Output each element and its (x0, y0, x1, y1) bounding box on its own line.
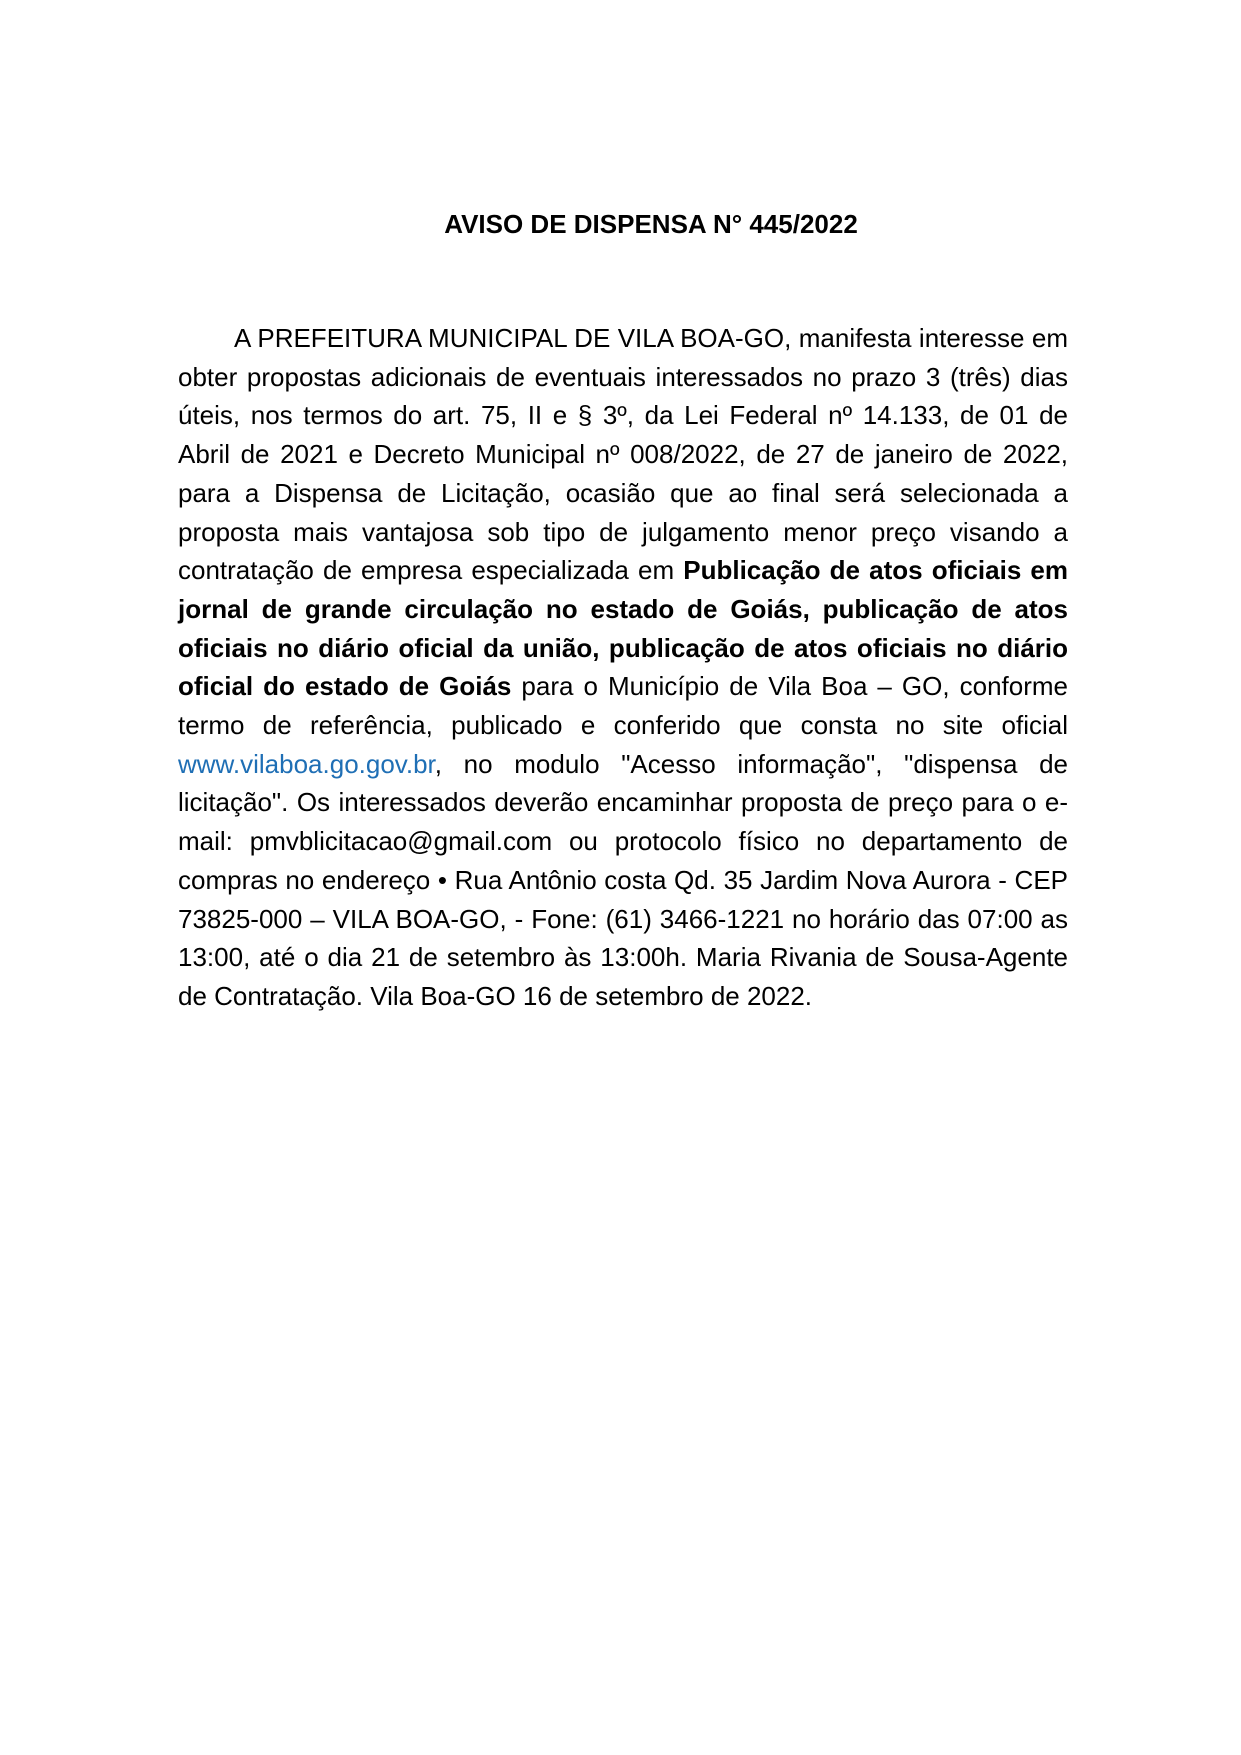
official-website-link[interactable]: www.vilaboa.go.gov.br (178, 748, 435, 779)
notice-object-description: Publicação de atos oficiais em jornal de grande circulação no estado de Goiás, publicação de atos oficiais no diário oficial da união, publicação de atos oficiais no diário oficial do estado de Goiás (178, 555, 1069, 702)
notice-title: AVISO DE DISPENSA N° 445/2022 (444, 209, 858, 239)
notice-body-closing: , no modulo "Acesso informação", "dispensa de licitação". Os interessados deverão encaminhar proposta de preço para o e-mail: pmvblicitacao@gmail.com ou protocolo físico no departamento de compras no endereço • Rua Antônio costa Qd. 35 Jardim Nova Aurora - CEP 73825-000 – VILA BOA-GO, - Fone: (61) 3466-1221 no horário das 07:00 as 13:00, até o dia 21 de setembro às 13:00h. Maria Rivania de Sousa-Agente de Contratação. Vila Boa-GO 16 de setembro de 2022. (178, 748, 1068, 1011)
notice-body-middle: para o Município de Vila Boa – GO, conforme termo de referência, publicado e conferido que consta no site oficial (178, 671, 1068, 741)
notice-body-intro: A PREFEITURA MUNICIPAL DE VILA BOA-GO, manifesta interesse em obter propostas adicionais de eventuais interessados no prazo 3 (três) dias úteis, nos termos do art. 75, II e § 3º, da Lei Federal nº 14.133, de 01 de Abril de 2021 e Decreto Municipal nº 008/2022, de 27 de janeiro de 2022, para a Dispensa de Licitação, ocasião que ao final será selecionada a proposta mais vantajosa sob tipo de julgamento menor preço visando a contratação de empresa especializada em (178, 323, 1068, 586)
notice-body (178, 319, 1068, 1016)
